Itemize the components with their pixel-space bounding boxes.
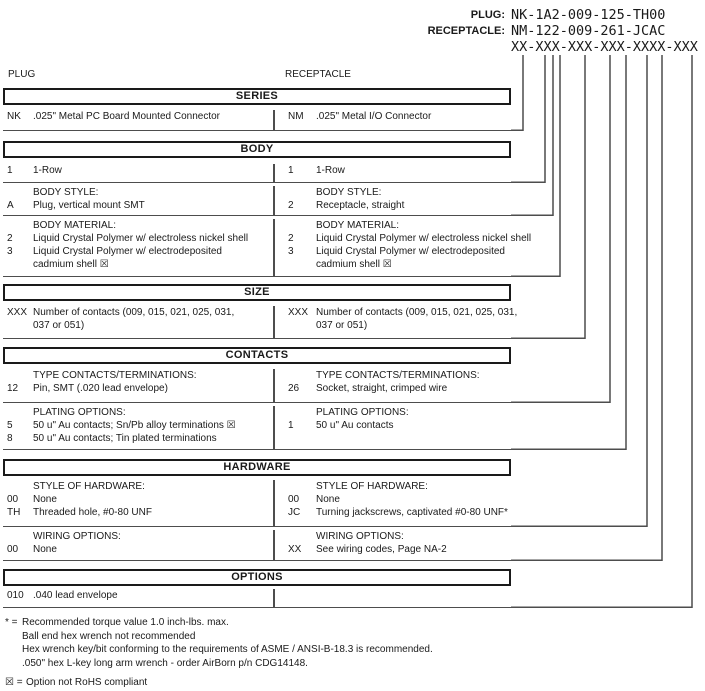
option-text: 50 u" Au contacts; Tin plated terminations [33,433,217,444]
wiring-heading-right: WIRING OPTIONS: [316,531,404,542]
section-hardware [3,459,511,561]
leader-hardware-style [511,55,647,526]
section-contacts [3,347,511,450]
option-code: XXX [288,307,309,318]
option-code: 2 [7,233,13,244]
section-body [3,141,532,277]
option-text: .025" Metal PC Board Mounted Connector [33,111,220,122]
option-text: Receptacle, straight [316,200,405,211]
hardware-style-right-row [275,506,513,519]
section-contacts-header: CONTACTS [3,347,511,364]
option-code: NK [7,111,21,122]
plating-left-row [3,432,273,445]
option-text: Socket, straight, crimped wire [316,383,448,394]
body-material-heading-left: BODY MATERIAL: [33,220,116,231]
body-style-heading-left: BODY STYLE: [33,187,99,198]
plating-heading-right: PLATING OPTIONS: [316,407,409,418]
option-text: 50 u" Au contacts [316,420,394,431]
column-divider [273,369,513,402]
options-rows [3,586,511,608]
column-divider [273,530,513,560]
option-code: 00 [7,494,19,505]
option-text: .025" Metal I/O Connector [316,111,432,122]
options-left-row [3,589,273,602]
contacts-type-heading-left: TYPE CONTACTS/TERMINATIONS: [33,370,197,381]
footnote-torque [5,616,433,670]
option-text: None [33,494,57,505]
option-code: 010 [7,590,24,601]
column-divider [273,480,513,526]
option-code: 00 [7,544,19,555]
option-text: Liquid Crystal Polymer w/ electrodeposited cadmium shell ☒ [316,246,505,270]
option-code: 8 [7,433,13,444]
footnote-line: Recommended torque value 1.0 inch-lbs. max. [22,617,229,628]
hardware-style-right-row [275,493,513,506]
body-material-right-row [275,245,513,271]
body-material-left-row [3,245,273,271]
leader-size [511,55,585,338]
asterisk-legend: * = [5,617,18,628]
leader-contacts-type [511,55,610,402]
plating-heading-left: PLATING OPTIONS: [33,407,126,418]
hardware-style-block [3,476,511,527]
receptacle-partnumber-label: RECEPTACLE: [427,25,505,37]
option-code: A [7,200,14,211]
column-divider [273,186,513,215]
column-divider [273,164,513,182]
rohs-box-x-icon: ☒ = [5,677,23,688]
option-code: TH [7,507,21,518]
contacts-type-block [3,364,511,403]
series-left-row [3,110,273,123]
section-size [3,284,518,339]
footnote-line: Option not RoHS compliant [26,677,148,688]
column-divider [273,589,513,607]
footnote-line: Ball end hex wrench not recommended [22,630,196,642]
plug-partnumber-label: PLUG: [470,9,505,21]
hardware-style-heading-left: STYLE OF HARDWARE: [33,481,145,492]
option-code: XXX [7,307,28,318]
option-text: 50 u" Au contacts; Sn/Pb alloy terminations ☒ [33,420,236,431]
partnumber-mask: XX-XXX-XXX-XXX-XXXX-XXX [511,39,698,55]
footnote-line: .050" hex L-key long arm wrench - order AirBorn p/n CDG14148. [22,657,308,669]
option-code: 12 [7,383,19,394]
option-code: 2 [288,200,294,211]
option-code: 00 [288,494,300,505]
column-divider [273,306,518,338]
body-material-right-row [275,232,532,245]
option-code: 1 [288,165,294,176]
option-text: Number of contacts (009, 015, 021, 025, 031, 037 or 051) [316,307,518,331]
contacts-type-left-row [3,382,273,395]
plating-left-row [3,419,273,432]
option-text: 1-Row [316,165,345,176]
body-style-block [3,183,511,216]
section-body-header: BODY [3,141,511,158]
footnote-rohs [5,676,147,690]
section-hardware-header: HARDWARE [3,459,511,476]
option-text: Liquid Crystal Polymer w/ electroless nickel shell [316,233,532,244]
body-right-row [275,164,513,177]
wiring-right-row [275,543,513,556]
option-code: 3 [7,246,13,257]
option-text: 1-Row [33,165,62,176]
receptacle-partnumber-value: NM-122-009-261-JCAC [511,23,666,39]
hardware-style-left-row [3,506,273,519]
option-text: Number of contacts (009, 015, 021, 025, 031, 037 or 051) [33,307,235,331]
option-text: Pin, SMT (.020 lead envelope) [33,383,168,394]
body-row-block [3,158,511,183]
plug-partnumber-value: NK-1A2-009-125-TH00 [511,7,666,23]
option-code: NM [288,111,304,122]
option-code: 1 [7,165,13,176]
section-series [3,88,511,131]
series-rows [3,105,511,131]
option-text: Plug, vertical mount SMT [33,200,145,211]
option-code: 3 [288,246,294,257]
body-material-left-row [3,232,273,245]
size-rows [3,301,518,339]
contacts-type-right-row [275,382,513,395]
hardware-wiring-block [3,527,511,561]
contacts-type-heading-right: TYPE CONTACTS/TERMINATIONS: [316,370,480,381]
section-series-header: SERIES [3,88,511,105]
body-style-heading-right: BODY STYLE: [316,187,382,198]
section-options-header: OPTIONS [3,569,511,586]
section-size-header: SIZE [3,284,511,301]
option-code: JC [288,507,301,518]
body-style-right-row [275,199,513,212]
plating-right-row [275,419,513,432]
option-code: 26 [288,383,300,394]
option-text: Liquid Crystal Polymer w/ electrodeposited cadmium shell ☒ [33,246,222,270]
column-divider [273,219,532,276]
option-text: None [316,494,340,505]
option-text: None [33,544,57,555]
option-code: 1 [288,420,294,431]
option-text: See wiring codes, Page NA-2 [316,544,447,555]
size-left-row [3,306,273,332]
body-style-left-row [3,199,273,212]
leader-options [511,55,692,607]
column-label-receptacle: RECEPTACLE [285,69,351,80]
leader-body-style [511,55,553,215]
option-code: 5 [7,420,13,431]
option-text: Threaded hole, #0-80 UNF [33,507,152,518]
column-divider [273,406,513,449]
option-code: XX [288,544,302,555]
column-label-plug: PLUG [8,69,36,80]
hardware-style-left-row [3,493,273,506]
option-text: .040 lead envelope [33,590,118,601]
section-options [3,569,511,608]
body-material-block [3,216,532,277]
body-material-heading-right: BODY MATERIAL: [316,220,399,231]
size-right-row [275,306,518,332]
option-code: 2 [288,233,294,244]
hardware-style-heading-right: STYLE OF HARDWARE: [316,481,428,492]
wiring-heading-left: WIRING OPTIONS: [33,531,121,542]
option-text: Liquid Crystal Polymer w/ electroless nickel shell [33,233,249,244]
series-right-row [275,110,513,123]
footnote-line: Hex wrench key/bit conforming to the requirements of ASME / ANSI-B-18.3 is recommended. [22,644,433,655]
column-divider [273,110,513,130]
option-text: Turning jackscrews, captivated #0-80 UNF* [316,507,508,518]
wiring-left-row [3,543,273,556]
body-left-row [3,164,273,177]
contacts-plating-block [3,403,511,450]
